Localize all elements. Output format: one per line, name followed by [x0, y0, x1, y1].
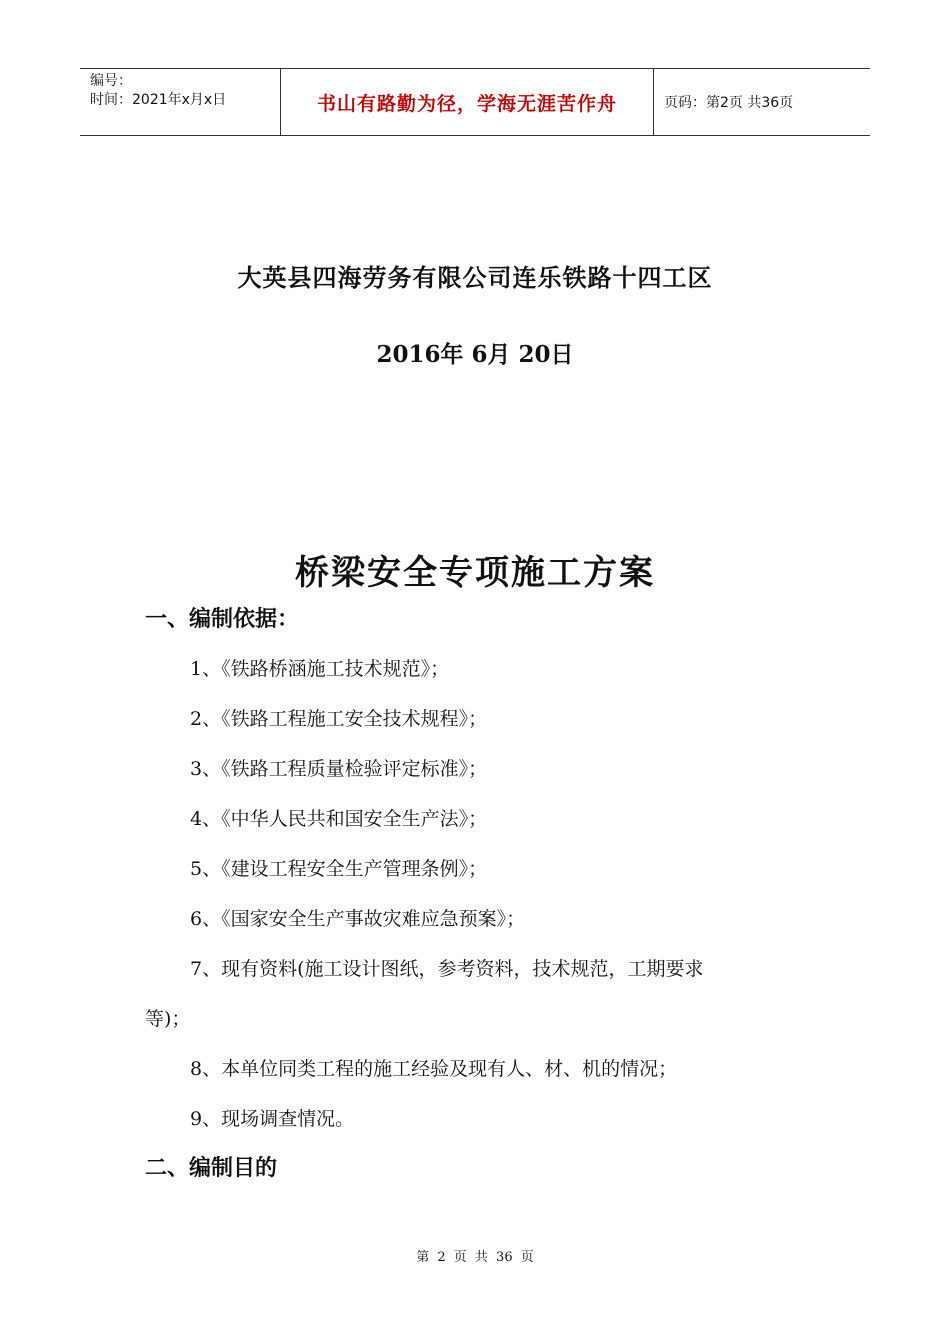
document-number: 编号： — [90, 73, 132, 89]
page-footer: 第 2 页 共 36 页 — [416, 1250, 534, 1265]
header-meta — [80, 69, 281, 135]
header-page-info: 页码：第2页 共36页 — [664, 95, 794, 111]
company-name: 大英县四海劳务有限公司连乐铁路十四工区 — [237, 263, 713, 292]
basis-item-continuation: 等)； — [145, 1008, 191, 1030]
document-header — [80, 68, 870, 136]
basis-item: 1、《铁路桥涵施工技术规范》； — [190, 658, 450, 680]
basis-item: 2、《铁路工程施工安全技术规程》； — [190, 708, 488, 730]
basis-item: 7、现有资料(施工设计图纸，参考资料，技术规范，工期要求 — [190, 958, 704, 980]
basis-item: 4、《中华人民共和国安全生产法》； — [190, 808, 488, 830]
basis-item: 5、《建设工程安全生产管理条例》； — [190, 858, 488, 880]
basis-item: 6、《国家安全生产事故灾难应急预案》； — [190, 908, 526, 930]
basis-item: 3、《铁路工程质量检验评定标准》； — [190, 758, 488, 780]
section-heading-purpose: 二、编制目的 — [145, 1155, 278, 1181]
header-motto: 书山有路勤为径，学海无涯苦作舟 — [281, 69, 654, 135]
basis-item: 9、现场调查情况。 — [190, 1108, 355, 1130]
document-time: 时间：2021年x月x日 — [90, 92, 227, 108]
document-title: 桥梁安全专项施工方案 — [295, 553, 655, 593]
document-date: 2016年 6月 20日 — [376, 341, 574, 368]
section-heading-basis: 一、编制依据： — [145, 606, 300, 632]
basis-item: 8、本单位同类工程的施工经验及现有人、材、机的情况； — [190, 1058, 678, 1080]
